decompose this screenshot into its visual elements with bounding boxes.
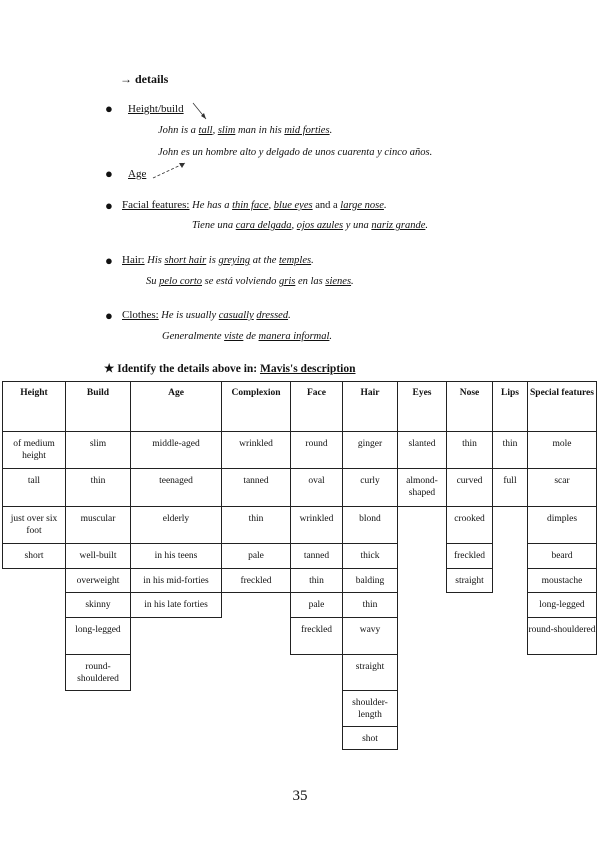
facial-features-line: Facial features: He has a thin face, blue eyes and a large nose. <box>122 199 387 211</box>
table-cell-hair: curly <box>342 468 398 507</box>
table-header-lips: Lips <box>492 381 528 432</box>
table-header-nose: Nose <box>446 381 493 432</box>
table-cell-hair: ginger <box>342 431 398 469</box>
star-icon: ★ <box>104 363 115 375</box>
table-cell-hair: straight <box>342 654 398 691</box>
connector-arrows <box>0 0 600 200</box>
table-cell-nose: straight <box>446 568 493 593</box>
table-cell-build: round-shouldered <box>65 654 131 691</box>
identify-instruction: ★ Identify the details above in: Mavis's description <box>104 363 356 375</box>
table-cell-complexion: tanned <box>221 468 291 507</box>
facial-features-label: Facial features: <box>122 199 190 211</box>
table-header-age: Age <box>130 381 222 432</box>
table-cell-face: thin <box>290 568 343 593</box>
table-cell-face: wrinkled <box>290 506 343 544</box>
table-cell-build: overweight <box>65 568 131 593</box>
table-cell-nose: thin <box>446 431 493 469</box>
table-cell-age: in his late forties <box>130 592 222 618</box>
table-cell-build: skinny <box>65 592 131 618</box>
table-cell-eyes: slanted <box>397 431 447 469</box>
age-label: Age <box>128 168 147 180</box>
clothes-example-es: Generalmente viste de manera informal. <box>162 331 333 342</box>
table-cell-nose: crooked <box>446 506 493 544</box>
table-cell-hair: thin <box>342 592 398 618</box>
table-cell-hair: shot <box>342 726 398 750</box>
bullet-dot: ● <box>105 101 113 116</box>
bullet-dot: ● <box>105 198 113 213</box>
table-cell-face: tanned <box>290 543 343 569</box>
table-cell-height: short <box>2 543 66 569</box>
table-cell-complexion: wrinkled <box>221 431 291 469</box>
table-cell-complexion: freckled <box>221 568 291 593</box>
clothes-label: Clothes: <box>122 309 159 321</box>
table-header-face: Face <box>290 381 343 432</box>
height-build-example-es: John es un hombre alto y delgado de unos cuarenta y cinco años. <box>158 147 433 158</box>
table-cell-hair: balding <box>342 568 398 593</box>
table-cell-age: teenaged <box>130 468 222 507</box>
facial-features-example-es: Tiene una cara delgada, ojos azules y una nariz grande. <box>192 220 428 231</box>
table-cell-build: long-legged <box>65 617 131 655</box>
table-cell-hair: thick <box>342 543 398 569</box>
table-cell-lips: full <box>492 468 528 507</box>
table-cell-face: round <box>290 431 343 469</box>
bullet-dot: ● <box>105 166 113 181</box>
page-number: 35 <box>292 788 308 804</box>
table-cell-height: just over six foot <box>2 506 66 544</box>
table-cell-special: dimples <box>527 506 597 544</box>
bullet-dot: ● <box>105 308 113 323</box>
hair-line: Hair: His short hair is greying at the temples. <box>122 254 314 266</box>
table-header-build: Build <box>65 381 131 432</box>
table-cell-hair: wavy <box>342 617 398 655</box>
table-cell-build: thin <box>65 468 131 507</box>
height-build-example-en: John is a tall, slim man in his mid forties. <box>158 125 333 136</box>
table-cell-nose: curved <box>446 468 493 507</box>
table-cell-build: muscular <box>65 506 131 544</box>
table-cell-special: round-shouldered <box>527 617 597 655</box>
table-cell-age: elderly <box>130 506 222 544</box>
table-cell-height: tall <box>2 468 66 507</box>
table-header-hair: Hair <box>342 381 398 432</box>
table-cell-eyes: almond-shaped <box>397 468 447 507</box>
table-cell-nose: freckled <box>446 543 493 569</box>
table-cell-complexion: thin <box>221 506 291 544</box>
table-cell-hair: blond <box>342 506 398 544</box>
table-cell-age: in his teens <box>130 543 222 569</box>
table-cell-build: slim <box>65 431 131 469</box>
table-header-height: Height <box>2 381 66 432</box>
table-cell-special: beard <box>527 543 597 569</box>
table-cell-special: scar <box>527 468 597 507</box>
table-cell-special: long-legged <box>527 592 597 618</box>
table-cell-face: pale <box>290 592 343 618</box>
hair-example-es: Su pelo corto se está volviendo gris en las sienes. <box>146 276 354 287</box>
hair-label: Hair: <box>122 254 145 266</box>
bullet-dot: ● <box>105 253 113 268</box>
table-cell-age: middle-aged <box>130 431 222 469</box>
table-cell-face: oval <box>290 468 343 507</box>
table-cell-hair: shoulder-length <box>342 690 398 727</box>
table-header-eyes: Eyes <box>397 381 447 432</box>
table-cell-face: freckled <box>290 617 343 655</box>
table-cell-lips: thin <box>492 431 528 469</box>
table-cell-height: of medium height <box>2 431 66 469</box>
table-cell-complexion: pale <box>221 543 291 569</box>
table-cell-build: well-built <box>65 543 131 569</box>
clothes-line: Clothes: He is usually casually dressed. <box>122 309 291 321</box>
table-header-special: Special features <box>527 381 597 432</box>
section-heading: → details <box>120 72 169 86</box>
height-build-label: Height/build <box>128 103 184 115</box>
table-cell-special: mole <box>527 431 597 469</box>
table-cell-special: moustache <box>527 568 597 593</box>
table-header-complexion: Complexion <box>221 381 291 432</box>
table-cell-age: in his mid-forties <box>130 568 222 593</box>
